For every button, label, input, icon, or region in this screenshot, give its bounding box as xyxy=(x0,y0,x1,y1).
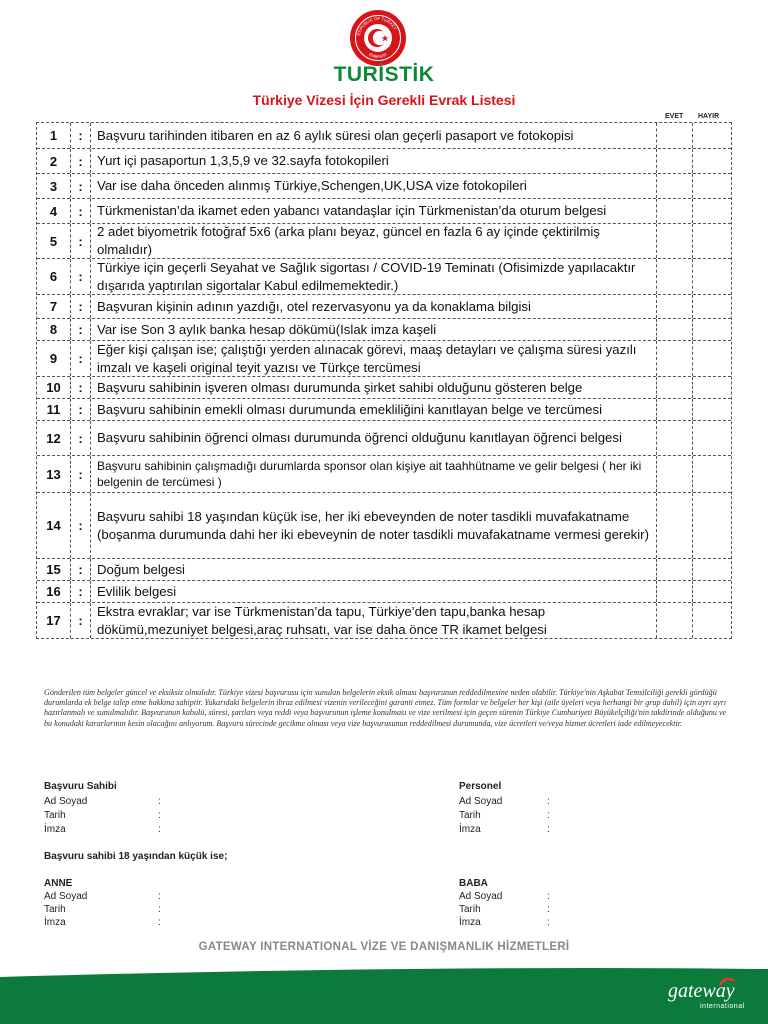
item-number: 2 xyxy=(37,149,71,173)
item-separator: : xyxy=(71,456,91,492)
item-text: Yurt içi pasaportun 1,3,5,9 ve 32.sayfa fotokopileri xyxy=(97,153,389,168)
mother-name-sep: : xyxy=(158,891,161,902)
table-row xyxy=(37,340,731,376)
item-separator: : xyxy=(71,603,91,638)
table-row xyxy=(37,123,731,148)
item-separator: : xyxy=(71,149,91,173)
hayir-checkbox[interactable] xyxy=(693,493,731,558)
evet-checkbox[interactable] xyxy=(657,174,693,198)
mother-date-label: Tarih xyxy=(44,904,66,915)
staff-sign-sep: : xyxy=(547,824,550,835)
hayir-checkbox[interactable] xyxy=(693,456,731,492)
evet-checkbox[interactable] xyxy=(657,493,693,558)
father-sign-label: İmza xyxy=(459,917,481,928)
item-description xyxy=(91,224,657,258)
item-number: 16 xyxy=(37,581,71,602)
item-text: Var ise daha önceden alınmış Türkiye,Schengen,UK,USA vize fotokopileri xyxy=(97,178,527,193)
evet-checkbox[interactable] xyxy=(657,295,693,318)
evet-checkbox[interactable] xyxy=(657,149,693,173)
item-separator: : xyxy=(71,319,91,340)
hayir-checkbox[interactable] xyxy=(693,224,731,258)
item-text: Türkmenistan’da ikamet eden yabancı vatandaşlar için Türkmenistan’da oturum belgesi xyxy=(97,203,607,218)
item-description xyxy=(91,295,657,318)
item-description xyxy=(91,399,657,420)
item-number: 8 xyxy=(37,319,71,340)
item-separator: : xyxy=(71,123,91,148)
column-header-evet: EVET xyxy=(665,113,684,120)
table-row xyxy=(37,602,731,638)
applicant-sign-label: İmza xyxy=(44,824,66,835)
table-row xyxy=(37,173,731,198)
item-description xyxy=(91,456,657,492)
evet-checkbox[interactable] xyxy=(657,399,693,420)
hayir-checkbox[interactable] xyxy=(693,174,731,198)
table-row xyxy=(37,492,731,558)
item-text: Başvuru tarihinden itibaren en az 6 aylık süresi olan geçerli pasaport ve fotokopisi xyxy=(97,127,574,143)
evet-checkbox[interactable] xyxy=(657,456,693,492)
item-number: 4 xyxy=(37,199,71,223)
embassy-seal xyxy=(350,10,406,66)
item-description xyxy=(91,149,657,173)
evet-checkbox[interactable] xyxy=(657,319,693,340)
hayir-checkbox[interactable] xyxy=(693,295,731,318)
item-separator: : xyxy=(71,174,91,198)
hayir-checkbox[interactable] xyxy=(693,559,731,580)
table-row xyxy=(37,198,731,223)
footer-swoosh-icon xyxy=(0,963,768,1024)
item-text: Başvuru sahibinin öğrenci olması durumunda öğrenci olduğunu kanıtlayan öğrenci belgesi xyxy=(97,430,622,445)
table-row xyxy=(37,455,731,492)
evet-checkbox[interactable] xyxy=(657,199,693,223)
item-text: Var ise Son 3 aylık banka hesap dökümü(Islak imza kaşeli xyxy=(97,321,437,337)
table-row xyxy=(37,148,731,173)
item-number: 7 xyxy=(37,295,71,318)
applicant-sign-sep: : xyxy=(158,824,161,835)
table-row xyxy=(37,376,731,398)
svg-text:EMBASSY xyxy=(368,51,388,59)
evet-checkbox[interactable] xyxy=(657,123,693,148)
applicant-date-label: Tarih xyxy=(44,810,66,821)
hayir-checkbox[interactable] xyxy=(693,341,731,376)
table-row xyxy=(37,223,731,258)
evet-checkbox[interactable] xyxy=(657,259,693,294)
gateway-logo-tagline: international xyxy=(700,1003,745,1010)
item-separator: : xyxy=(71,295,91,318)
item-number: 6 xyxy=(37,259,71,294)
item-description xyxy=(91,259,657,294)
father-name-sep: : xyxy=(547,891,550,902)
item-text: Ekstra evraklar; var ise Türkmenistan’da tapu, Türkiye’den tapu,banka hesap dökümü,mezuniyet belgesi,araç ruhsatı, var ise daha önce TR ikamet belgesi xyxy=(97,603,547,637)
item-number: 14 xyxy=(37,493,71,558)
item-text: Başvuru sahibinin çalışmadığı durumlarda sponsor olan kişiye ait taahhütname ve gelir belgesi ( her iki belgenin de tercümesi ) xyxy=(97,459,642,489)
seal-top-text: REPUBLIC OF TURKEY xyxy=(356,15,398,37)
item-number: 15 xyxy=(37,559,71,580)
applicant-date-sep: : xyxy=(158,810,161,821)
evet-checkbox[interactable] xyxy=(657,421,693,455)
item-separator: : xyxy=(71,377,91,398)
item-number: 10 xyxy=(37,377,71,398)
applicant-name-label: Ad Soyad xyxy=(44,796,88,807)
item-number: 1 xyxy=(37,123,71,148)
item-description xyxy=(91,421,657,455)
staff-date-sep: : xyxy=(547,810,550,821)
hayir-checkbox[interactable] xyxy=(693,581,731,602)
item-separator: : xyxy=(71,559,91,580)
item-description xyxy=(91,319,657,340)
table-row xyxy=(37,398,731,420)
item-description xyxy=(91,559,657,580)
hayir-checkbox[interactable] xyxy=(693,319,731,340)
disclaimer-note: Gönderilen tüm belgeler güncel ve eksiksiz olmalıdır. Türkiye vizesi başvurusu için sunulan belgelerin eksik olması başvurunun reddedilmesine neden olabilir. Türkiye'nin Aşkabat Temsilciliği gerekli gördüğü durumlarda ek belge talep etme hakkına sahiptir. Yukarıdaki belgelerin ibraz edilmesi vizenin verileceğini garanti etmez. Tüm formlar ve belgeler her kişi (aile üyeleri veya herhangi bir grup dahil) için ayrı ayrı hazırlanmalı ve sunulmalıdır. Başvurunun kabulü, süresi, şartları veya reddi veya başvurunun işleme konulması ve vize verilmesi için geçen sürenin Türkiye Cumhuriyeti Büyükelçiliği'nin takdirinde olduğunu ve bu konudaki kararlarının kesin olacağını anlıyorum. Başvuru sürecinde gecikme olması veya vize başvurusunun reddedilmesi durumunda, vize ücretleri ve/veya hizmet ücretleri iade edilmeyecektir. xyxy=(44,688,727,728)
item-separator: : xyxy=(71,581,91,602)
page-title: TURİSTİK xyxy=(333,63,435,86)
item-separator: : xyxy=(71,224,91,258)
item-description xyxy=(91,174,657,198)
staff-heading: Personel xyxy=(459,781,502,792)
item-text: Doğum belgesi xyxy=(97,561,185,577)
item-separator: : xyxy=(71,493,91,558)
item-separator: : xyxy=(71,341,91,376)
staff-sign-label: İmza xyxy=(459,824,481,835)
item-description xyxy=(91,377,657,398)
footer-band xyxy=(0,963,768,1024)
item-description xyxy=(91,603,657,638)
table-row xyxy=(37,294,731,318)
evet-checkbox[interactable] xyxy=(657,377,693,398)
minor-heading: Başvuru sahibi 18 yaşından küçük ise; xyxy=(44,851,228,862)
father-name-label: Ad Soyad xyxy=(459,891,503,902)
document-checklist-table xyxy=(36,122,732,639)
table-row xyxy=(37,420,731,455)
item-separator: : xyxy=(71,421,91,455)
applicant-heading: Başvuru Sahibi xyxy=(44,781,117,792)
hayir-checkbox[interactable] xyxy=(693,421,731,455)
crescent-star-icon xyxy=(350,10,406,66)
company-footer: GATEWAY INTERNATIONAL VİZE VE DANIŞMANLIK HİZMETLERİ xyxy=(198,941,570,953)
table-row xyxy=(37,580,731,602)
father-sign-sep: : xyxy=(547,917,550,928)
item-number: 11 xyxy=(37,399,71,420)
item-number: 17 xyxy=(37,603,71,638)
applicant-name-sep: : xyxy=(158,796,161,807)
item-text: Türkiye için geçerli Seyahat ve Sağlık sigortası / COVID-19 Teminatı (Ofisimizde yapılacaktır dışarıda yaptırılan sigortalar Kabul edilmemektedir.) xyxy=(97,259,636,293)
seal-bottom-text: EMBASSY xyxy=(368,51,389,60)
item-number: 3 xyxy=(37,174,71,198)
hayir-checkbox[interactable] xyxy=(693,149,731,173)
item-description xyxy=(91,581,657,602)
table-row xyxy=(37,318,731,340)
item-text: Başvuru sahibinin emekli olması durumunda emekliliğini kanıtlayan belge ve tercümesi xyxy=(97,401,603,417)
item-description xyxy=(91,493,657,558)
item-text: Başvuru sahibinin işveren olması durumunda şirket sahibi olduğunu gösteren belge xyxy=(97,379,583,395)
hayir-checkbox[interactable] xyxy=(693,259,731,294)
evet-checkbox[interactable] xyxy=(657,603,693,638)
item-description xyxy=(91,199,657,223)
item-number: 5 xyxy=(37,224,71,258)
evet-checkbox[interactable] xyxy=(657,341,693,376)
father-heading: BABA xyxy=(459,878,488,889)
item-text: 2 adet biyometrik fotoğraf 5x6 (arka planı beyaz, güncel en fazla 6 ay içinde çektirilmiş olmalıdır) xyxy=(97,224,600,257)
father-date-sep: : xyxy=(547,904,550,915)
mother-sign-label: İmza xyxy=(44,917,66,928)
father-date-label: Tarih xyxy=(459,904,481,915)
item-text: Evlilik belgesi xyxy=(97,583,177,599)
item-number: 13 xyxy=(37,456,71,492)
table-row xyxy=(37,258,731,294)
item-text: Eğer kişi çalışan ise; çalıştığı yerden alınacak görevi, maaş detayları ve çalışma süresi yazılı imzalı ve kaşeli original teyit yazısı ve Türkçe tercümesi xyxy=(97,341,637,375)
staff-date-label: Tarih xyxy=(459,810,481,821)
staff-name-label: Ad Soyad xyxy=(459,796,503,807)
evet-checkbox[interactable] xyxy=(657,224,693,258)
item-separator: : xyxy=(71,199,91,223)
gateway-logo: gateway xyxy=(668,980,735,1002)
hayir-checkbox[interactable] xyxy=(693,399,731,420)
item-text: Başvuran kişinin adının yazdığı, otel rezervasyonu ya da konaklama bilgisi xyxy=(97,298,531,314)
item-text: Başvuru sahibi 18 yaşından küçük ise, her iki ebeveynden de noter tasdikli muvafakatname (boşanma durumunda dahi her iki ebeveynin de noter tasdikli muvafakatname vermesi gerekir) xyxy=(97,508,649,542)
mother-sign-sep: : xyxy=(158,917,161,928)
item-number: 12 xyxy=(37,421,71,455)
hayir-checkbox[interactable] xyxy=(693,603,731,638)
page-subtitle: Türkiye Vizesi İçin Gerekli Evrak Listesi xyxy=(252,92,516,108)
mother-name-label: Ad Soyad xyxy=(44,891,88,902)
item-separator: : xyxy=(71,259,91,294)
evet-checkbox[interactable] xyxy=(657,559,693,580)
evet-checkbox[interactable] xyxy=(657,581,693,602)
table-row xyxy=(37,558,731,580)
mother-date-sep: : xyxy=(158,904,161,915)
item-number: 9 xyxy=(37,341,71,376)
hayir-checkbox[interactable] xyxy=(693,377,731,398)
hayir-checkbox[interactable] xyxy=(693,199,731,223)
staff-name-sep: : xyxy=(547,796,550,807)
item-description xyxy=(91,123,657,148)
column-header-hayir: HAYIR xyxy=(698,113,720,120)
hayir-checkbox[interactable] xyxy=(693,123,731,148)
item-description xyxy=(91,341,657,376)
mother-heading: ANNE xyxy=(44,878,73,889)
item-separator: : xyxy=(71,399,91,420)
